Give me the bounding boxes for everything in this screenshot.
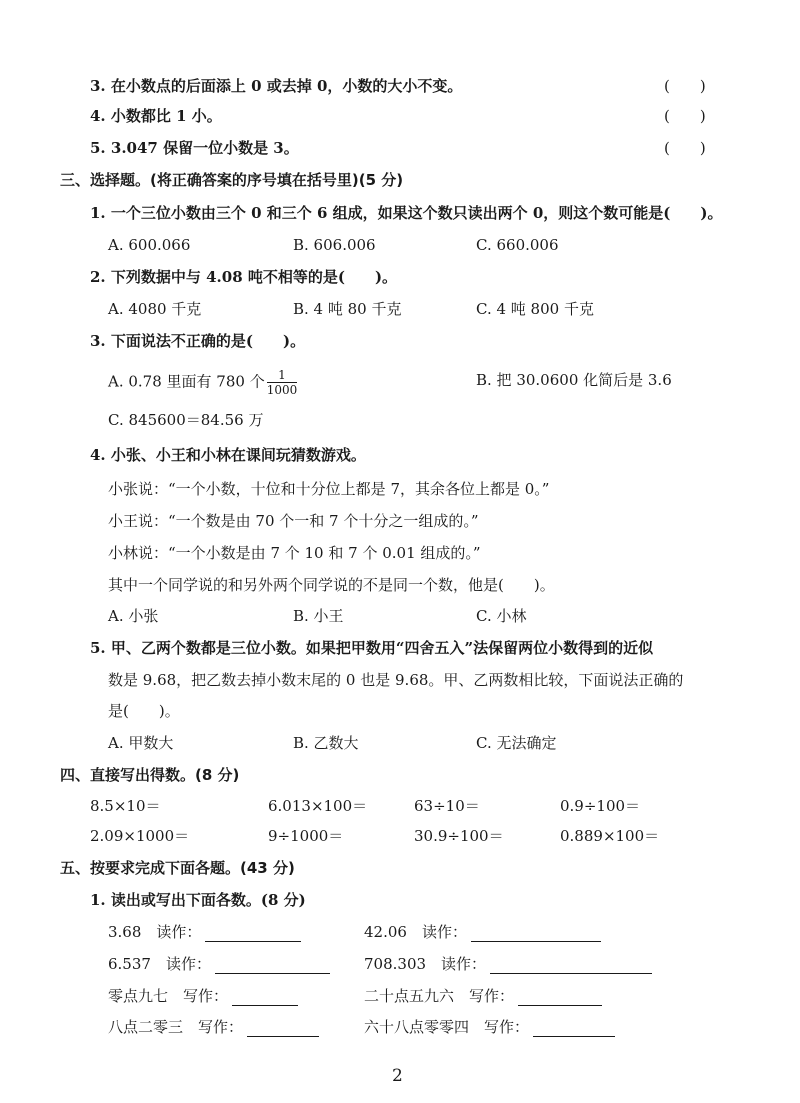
write-item (108, 986, 298, 1006)
answer-blank[interactable] (533, 1021, 615, 1037)
calc-item: 2.09×1000＝ (90, 827, 190, 845)
option-b: B. 606.006 (293, 236, 376, 254)
write-item (364, 986, 602, 1006)
calc-item: 9÷1000＝ (268, 827, 344, 845)
option-b: B. 把 30.0600 化简后是 3.6 (476, 371, 672, 389)
statement-line: 其中一个同学说的和另外两个同学说的不是同一个数，他是( )。 (108, 576, 555, 594)
calc-item: 0.9÷100＝ (560, 797, 641, 815)
option-b: B. 小王 (293, 607, 344, 625)
judge-q5: 5. 3.047 保留一位小数是 3。 (90, 139, 299, 157)
calc-item: 0.889×100＝ (560, 827, 660, 845)
statement-line: 小王说：“一个数是由 70 个一和 7 个十分之一组成的。” (108, 512, 479, 530)
section-title: 三、选择题。(将正确答案的序号填在括号里)(5 分) (60, 171, 404, 189)
read-item-label: 42.06 读作： (364, 923, 467, 941)
option-b: B. 4 吨 80 千克 (293, 300, 402, 318)
question-stem-continued: 数是 9.68，把乙数去掉小数末尾的 0 也是 9.68。甲、乙两数相比较，下面说法正确的 (108, 671, 684, 689)
option-c: C. 845600＝84.56 万 (108, 411, 264, 429)
option-a: A. 甲数大 (108, 734, 174, 752)
write-item-label: 八点二零三 写作： (108, 1018, 244, 1036)
statement-line: 小林说：“一个小数是由 7 个 10 和 7 个 0.01 组成的。” (108, 544, 481, 562)
write-item (108, 1017, 319, 1037)
read-item (108, 954, 330, 974)
answer-paren[interactable]: ( ) (664, 107, 706, 125)
option-a (108, 368, 297, 397)
read-item-label: 3.68 读作： (108, 923, 202, 941)
statement-line: 小张说：“一个小数，十位和十分位上都是 7，其余各位上都是 0。” (108, 480, 550, 498)
answer-blank[interactable] (205, 926, 301, 942)
answer-blank[interactable] (247, 1021, 319, 1037)
judge-q3: 3. 在小数点的后面添上 0 或去掉 0，小数的大小不变。 (90, 77, 463, 95)
read-item-label: 6.537 读作： (108, 955, 211, 973)
question-stem: 4. 小张、小王和小林在课间玩猜数游戏。 (90, 446, 366, 464)
option-a: A. 600.066 (108, 236, 191, 254)
answer-paren[interactable]: ( ) (664, 77, 706, 95)
answer-blank[interactable] (490, 958, 652, 974)
fraction (267, 368, 298, 397)
read-item (108, 922, 301, 942)
calc-item: 30.9÷100＝ (414, 827, 504, 845)
option-c: C. 小林 (476, 607, 527, 625)
judge-q4: 4. 小数都比 1 小。 (90, 107, 222, 125)
answer-blank[interactable] (518, 990, 602, 1006)
write-item (364, 1017, 615, 1037)
question-stem: 3. 下面说法不正确的是( )。 (90, 332, 306, 350)
question-stem-continued: 是( )。 (108, 702, 180, 720)
question-stem: 1. 一个三位小数由三个 0 和三个 6 组成，如果这个数只读出两个 0，则这个数可能是( )。 (90, 204, 723, 222)
answer-blank[interactable] (215, 958, 330, 974)
option-c: C. 660.006 (476, 236, 559, 254)
question-stem: 5. 甲、乙两个数都是三位小数。如果把甲数用“四舍五入”法保留两位小数得到的近似 (90, 639, 654, 657)
option-c: C. 4 吨 800 千克 (476, 300, 594, 318)
option-b: B. 乙数大 (293, 734, 359, 752)
calc-item: 63÷10＝ (414, 797, 480, 815)
read-item-label: 708.303 读作： (364, 955, 487, 973)
answer-blank[interactable] (471, 926, 601, 942)
question-stem: 2. 下列数据中与 4.08 吨不相等的是( )。 (90, 268, 398, 286)
section-title: 五、按要求完成下面各题。(43 分) (60, 859, 295, 877)
option-c: C. 无法确定 (476, 734, 557, 752)
sub-question: 1. 读出或写出下面各数。(8 分) (90, 891, 306, 909)
fraction-denominator: 1000 (266, 383, 298, 397)
calc-item: 8.5×10＝ (90, 797, 161, 815)
fraction-numerator: 1 (267, 368, 298, 383)
write-item-label: 六十八点零零四 写作： (364, 1018, 530, 1036)
read-item (364, 954, 652, 974)
page-number: 2 (392, 1066, 403, 1086)
write-item-label: 二十点五九六 写作： (364, 987, 515, 1005)
answer-paren[interactable]: ( ) (664, 139, 706, 157)
write-item-label: 零点九七 写作： (108, 987, 229, 1005)
option-a-text: A. 0.78 里面有 780 个 (108, 372, 265, 391)
section-title: 四、直接写出得数。(8 分) (60, 766, 240, 784)
answer-blank[interactable] (232, 990, 298, 1006)
read-item (364, 922, 601, 942)
calc-item: 6.013×100＝ (268, 797, 368, 815)
option-a: A. 4080 千克 (108, 300, 202, 318)
option-a: A. 小张 (108, 607, 159, 625)
